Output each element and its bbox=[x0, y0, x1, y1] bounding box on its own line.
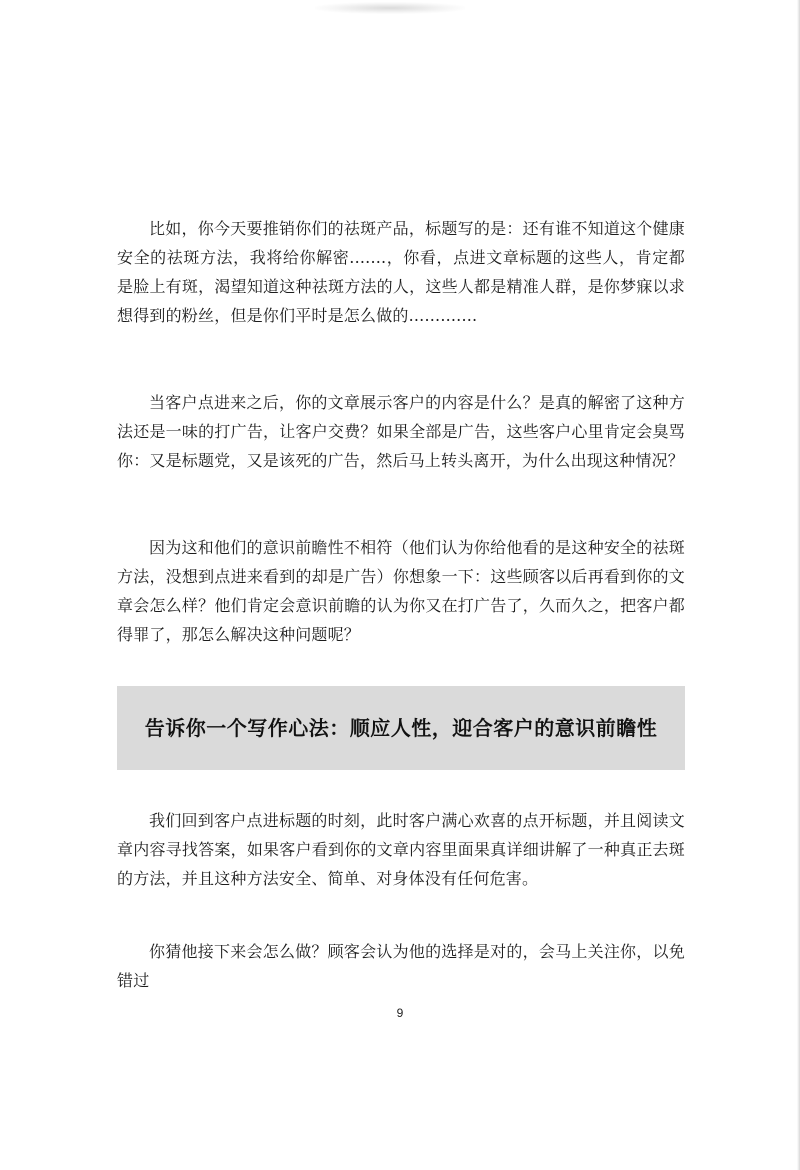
scan-smudge bbox=[315, 2, 465, 14]
paragraph-1: 比如，你今天要推销你们的祛斑产品，标题写的是：还有谁不知道这个健康安全的祛斑方法，我将给你解密.......，你看，点进文章标题的这些人，肯定都是脸上有斑，渴望知道这种祛斑方法的人，这些人都是精准人群，是你梦寐以求想得到的粉丝，但是你们平时是怎么做的............. bbox=[117, 219, 685, 325]
paragraph-5: 你猜他接下来会怎么做？顾客会认为他的选择是对的，会马上关注你，以免错过 bbox=[117, 942, 685, 990]
page-number: 9 bbox=[396, 1006, 404, 1020]
paragraph-2: 当客户点进来之后，你的文章展示客户的内容是什么？是真的解密了这种方法还是一味的打广告，让客户交费？如果全部是广告，这些客户心里肯定会臭骂你：又是标题党，又是该死的广告，然后马上转头离开，为什么出现这种情况？ bbox=[117, 393, 685, 470]
section-heading: 告诉你一个写作心法：顺应人性，迎合客户的意识前瞻性 bbox=[144, 716, 658, 740]
section-heading-box bbox=[117, 686, 685, 770]
paragraph-3: 因为这和他们的意识前瞻性不相符（他们认为你给他看的是这种安全的祛斑方法，没想到点进来看到的却是广告）你想象一下：这些顾客以后再看到你的文章会怎么样？他们肯定会意识前瞻的认为你又在打广告了，久而久之，把客户都得罪了，那怎么解决这种问题呢？ bbox=[117, 538, 685, 644]
paragraph-4: 我们回到客户点进标题的时刻，此时客户满心欢喜的点开标题，并且阅读文章内容寻找答案，如果客户看到你的文章内容里面果真详细讲解了一种真正去斑的方法，并且这种方法安全、简单、对身体没有任何危害。 bbox=[117, 811, 685, 888]
